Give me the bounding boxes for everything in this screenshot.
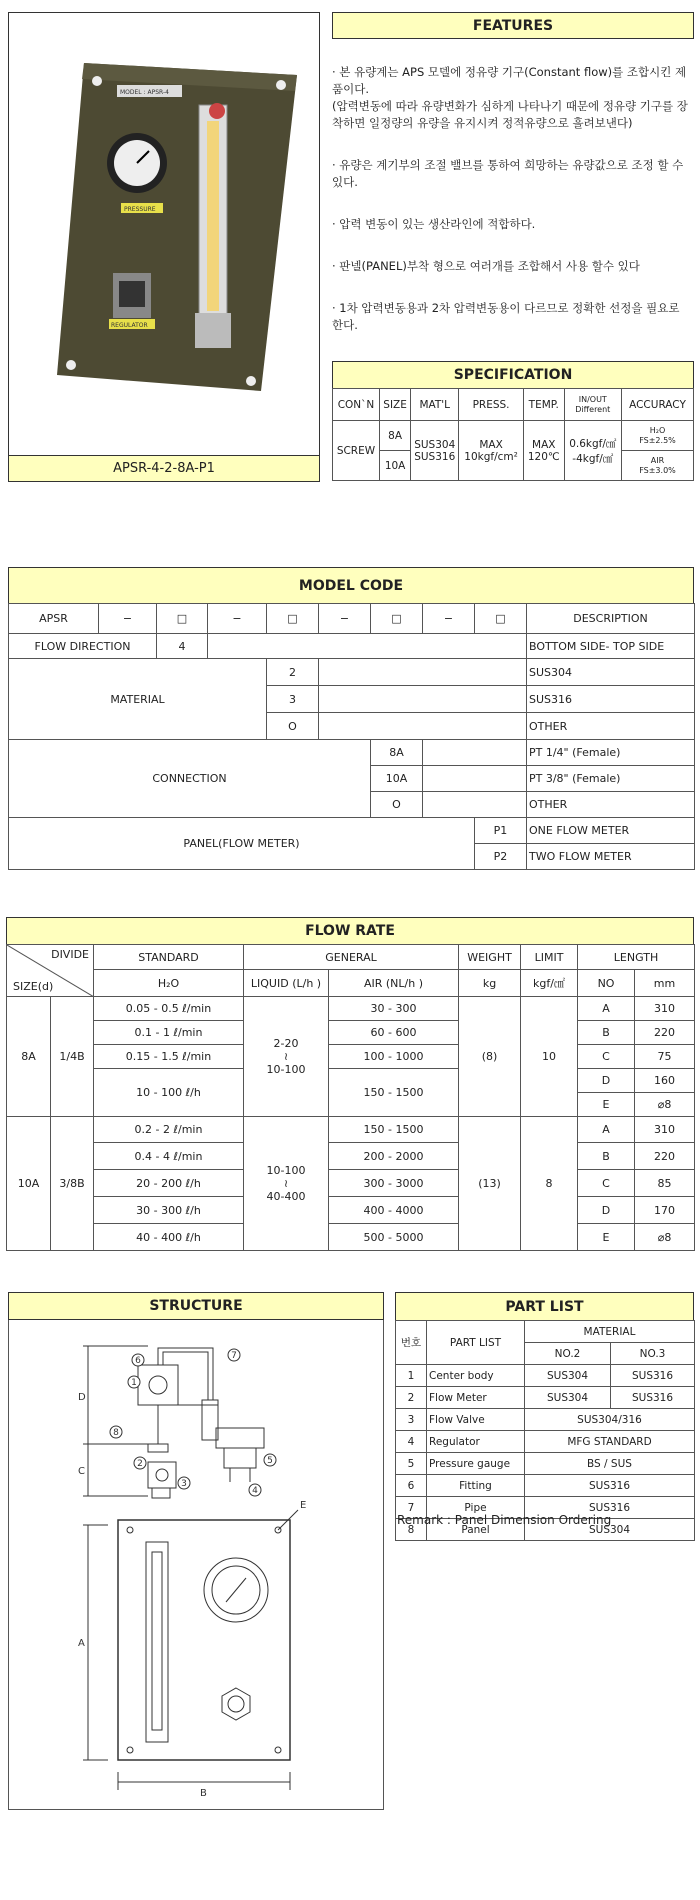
len-no: D bbox=[578, 1197, 635, 1224]
part-mat: SUS316 bbox=[611, 1387, 695, 1409]
length-head: LENGTH bbox=[578, 945, 695, 970]
size-10a: 10A bbox=[7, 1117, 51, 1251]
kgf-head: kgf/㎠ bbox=[521, 970, 578, 997]
limit-head: LIMIT bbox=[521, 945, 578, 970]
h2o-head: H₂O bbox=[94, 970, 244, 997]
dim-d-label: D bbox=[78, 1392, 86, 1403]
structure-header: STRUCTURE bbox=[8, 1292, 384, 1320]
spec-head-acc: ACCURACY bbox=[621, 389, 693, 421]
panel-desc: TWO FLOW METER bbox=[527, 844, 695, 870]
spec-mat-316: SUS316 bbox=[414, 450, 456, 463]
connection-code: O bbox=[371, 792, 423, 818]
liquid-10a-sep: ≀ bbox=[283, 1177, 289, 1190]
len-mm: 75 bbox=[635, 1045, 695, 1069]
feature-item: · 압력 변동이 있는 생산라인에 적합하다. bbox=[332, 217, 536, 231]
connection-code: 10A bbox=[371, 766, 423, 792]
std-cell: 30 - 300 ℓ/h bbox=[94, 1197, 244, 1224]
spec-diff-2: -4kgf/㎠ bbox=[572, 452, 614, 465]
len-mm: 160 bbox=[635, 1069, 695, 1093]
panel-label: PANEL(FLOW METER) bbox=[9, 818, 475, 870]
part-name: Fitting bbox=[427, 1475, 525, 1497]
air-cell: 500 - 5000 bbox=[329, 1224, 459, 1251]
flow-rate-header: FLOW RATE bbox=[6, 917, 694, 944]
part-no: 2 bbox=[396, 1387, 427, 1409]
part-list-header: PART LIST bbox=[395, 1292, 694, 1320]
part-mat: SUS304/316 bbox=[525, 1409, 695, 1431]
connection-desc: OTHER bbox=[527, 792, 695, 818]
spec-size-8a: 8A bbox=[379, 421, 410, 451]
liquid-head: LIQUID (L/h ) bbox=[244, 970, 329, 997]
feature-item: · 본 유량계는 APS 모델에 정유량 기구(Constant flow)를 조합시킨 제품이다. (압력변동에 따라 유량변화가 심하게 나타나기 때문에 정유량 기구를 장착하면 일정량의 유량을 유지시켜 정적유량으로 흘려보낸다) bbox=[332, 65, 688, 130]
len-mm: 85 bbox=[635, 1170, 695, 1197]
part-name: Regulator bbox=[427, 1431, 525, 1453]
model-code-table bbox=[8, 603, 695, 870]
len-mm: 220 bbox=[635, 1143, 695, 1170]
callout-5: 5 bbox=[267, 1456, 273, 1466]
material-desc: OTHER bbox=[527, 713, 695, 740]
part-name: Center body bbox=[427, 1365, 525, 1387]
len-mm: ⌀8 bbox=[635, 1093, 695, 1117]
material-code: O bbox=[267, 713, 319, 740]
dim-a-label: A bbox=[78, 1638, 85, 1649]
model-tag-label: MODEL : APSR-4 bbox=[120, 89, 169, 96]
std-cell: 0.2 - 2 ℓ/min bbox=[94, 1117, 244, 1143]
air-cell: 200 - 2000 bbox=[329, 1143, 459, 1170]
material-code: 3 bbox=[267, 686, 319, 713]
len-no: B bbox=[578, 1143, 635, 1170]
standard-head: STANDARD bbox=[94, 945, 244, 970]
spec-head-diff: IN/OUT Different bbox=[564, 389, 621, 421]
code-dash: − bbox=[208, 604, 267, 634]
code-description-head: DESCRIPTION bbox=[527, 604, 695, 634]
callout-3: 3 bbox=[181, 1479, 187, 1489]
len-no: B bbox=[578, 1021, 635, 1045]
code-prefix: APSR bbox=[9, 604, 99, 634]
spec-header: SPECIFICATION bbox=[332, 361, 694, 388]
air-head: AIR (NL/h ) bbox=[329, 970, 459, 997]
liquid-8a-sep: ≀ bbox=[283, 1050, 289, 1063]
code-box: □ bbox=[371, 604, 423, 634]
part-list-table bbox=[395, 1320, 695, 1541]
spec-conn: SCREW bbox=[333, 421, 380, 481]
part-mat: MFG STANDARD bbox=[525, 1431, 695, 1453]
material-label: MATERIAL bbox=[9, 659, 267, 740]
part-name: Flow Valve bbox=[427, 1409, 525, 1431]
spec-head-mat: MAT'L bbox=[411, 389, 459, 421]
feature-item: · 판넬(PANEL)부착 형으로 여러개를 조합해서 사용 할수 있다 bbox=[332, 259, 640, 273]
air-cell: 100 - 1000 bbox=[329, 1045, 459, 1069]
material-code: 2 bbox=[267, 659, 319, 686]
part-no: 7 bbox=[396, 1497, 427, 1519]
panel-desc: ONE FLOW METER bbox=[527, 818, 695, 844]
air-cell: 150 - 1500 bbox=[329, 1117, 459, 1143]
part-name-head: PART LIST bbox=[427, 1321, 525, 1365]
len-mm: 310 bbox=[635, 997, 695, 1021]
material-desc: SUS304 bbox=[527, 659, 695, 686]
feature-item: · 1차 압력변동용과 2차 압력변동용이 다르므로 정확한 선정을 필요로 한다. bbox=[332, 301, 680, 332]
limit-8a: 10 bbox=[521, 997, 578, 1117]
part-mat: SUS304 bbox=[525, 1519, 695, 1541]
regulator-tag-label: REGULATOR bbox=[111, 322, 148, 329]
feature-item: · 유량은 계기부의 조절 밸브를 통하여 희망하는 유량값으로 조정 할 수 있다. bbox=[332, 158, 684, 189]
general-head: GENERAL bbox=[244, 945, 459, 970]
callout-7: 7 bbox=[231, 1351, 237, 1361]
spec-head-temp: TEMP. bbox=[523, 389, 564, 421]
spec-head-press: PRESS. bbox=[459, 389, 524, 421]
part-no: 3 bbox=[396, 1409, 427, 1431]
dim-c-label: C bbox=[78, 1466, 85, 1477]
liquid-10a-max: 40-400 bbox=[266, 1190, 306, 1203]
connection-code: 8A bbox=[371, 740, 423, 766]
part-mat: SUS304 bbox=[525, 1365, 611, 1387]
len-no: D bbox=[578, 1069, 635, 1093]
code-box: □ bbox=[475, 604, 527, 634]
spec-acc-air-val: FS±3.0% bbox=[639, 465, 676, 475]
product-caption: APSR-4-2-8A-P1 bbox=[9, 455, 319, 481]
part-no: 6 bbox=[396, 1475, 427, 1497]
air-cell: 300 - 3000 bbox=[329, 1170, 459, 1197]
liquid-8a-max: 10-100 bbox=[266, 1063, 306, 1076]
part-name: Pipe bbox=[427, 1497, 525, 1519]
panel-code: P1 bbox=[475, 818, 527, 844]
callout-4: 4 bbox=[252, 1486, 258, 1496]
spec-mat-304: SUS304 bbox=[414, 438, 456, 451]
no3-head: NO.3 bbox=[611, 1343, 695, 1365]
len-no: C bbox=[578, 1045, 635, 1069]
callout-8: 8 bbox=[113, 1428, 119, 1438]
part-no: 4 bbox=[396, 1431, 427, 1453]
flow-direction-code: 4 bbox=[157, 634, 208, 659]
spec-acc-h2o-val: FS±2.5% bbox=[639, 435, 676, 445]
spec-table bbox=[332, 388, 694, 481]
dim-b-label: B bbox=[200, 1788, 207, 1799]
size-8a: 8A bbox=[7, 997, 51, 1117]
connection-desc: PT 1/4" (Female) bbox=[527, 740, 695, 766]
spec-temp-max: MAX bbox=[532, 438, 556, 451]
part-mat: SUS316 bbox=[525, 1497, 695, 1519]
spec-head-conn: CON`N bbox=[333, 389, 380, 421]
flow-direction-label: FLOW DIRECTION bbox=[9, 634, 157, 659]
spec-acc-air: AIR bbox=[650, 455, 665, 465]
air-cell: 150 - 1500 bbox=[329, 1069, 459, 1117]
no-head: NO bbox=[578, 970, 635, 997]
len-mm: 310 bbox=[635, 1117, 695, 1143]
len-mm: 170 bbox=[635, 1197, 695, 1224]
material-desc: SUS316 bbox=[527, 686, 695, 713]
liquid-10a-min: 10-100 bbox=[266, 1164, 306, 1177]
pipe-10a: 3/8B bbox=[51, 1117, 94, 1251]
len-mm: 220 bbox=[635, 1021, 695, 1045]
structure-drawing bbox=[8, 1320, 384, 1810]
kg-head: kg bbox=[459, 970, 521, 997]
air-cell: 400 - 4000 bbox=[329, 1197, 459, 1224]
material-head: MATERIAL bbox=[525, 1321, 695, 1343]
part-list-remark: Remark : Panel Dimension Ordering bbox=[397, 1513, 612, 1527]
panel-code: P2 bbox=[475, 844, 527, 870]
air-cell: 60 - 600 bbox=[329, 1021, 459, 1045]
part-name: Panel bbox=[427, 1519, 525, 1541]
std-cell: 40 - 400 ℓ/h bbox=[94, 1224, 244, 1251]
callout-2: 2 bbox=[137, 1459, 143, 1469]
mm-head: mm bbox=[635, 970, 695, 997]
pressure-tag-label: PRESSURE bbox=[124, 206, 156, 213]
len-no: A bbox=[578, 997, 635, 1021]
weight-head: WEIGHT bbox=[459, 945, 521, 970]
product-photo bbox=[9, 13, 319, 451]
part-name: Flow Meter bbox=[427, 1387, 525, 1409]
spec-head-size: SIZE bbox=[379, 389, 410, 421]
len-no: C bbox=[578, 1170, 635, 1197]
connection-label: CONNECTION bbox=[9, 740, 371, 818]
connection-desc: PT 3/8" (Female) bbox=[527, 766, 695, 792]
no2-head: NO.2 bbox=[525, 1343, 611, 1365]
std-cell: 0.05 - 0.5 ℓ/min bbox=[94, 997, 244, 1021]
spec-temp-val: 120℃ bbox=[527, 450, 560, 463]
len-no: E bbox=[578, 1224, 635, 1251]
len-no: E bbox=[578, 1093, 635, 1117]
weight-8a: (8) bbox=[459, 997, 521, 1117]
callout-6: 6 bbox=[135, 1356, 141, 1366]
std-cell: 0.4 - 4 ℓ/min bbox=[94, 1143, 244, 1170]
spec-diff-1: 0.6kgf/㎠ bbox=[569, 437, 617, 450]
features-list bbox=[332, 47, 694, 351]
spec-acc-h2o: H₂O bbox=[649, 425, 666, 435]
part-name: Pressure gauge bbox=[427, 1453, 525, 1475]
dim-e-label: E bbox=[300, 1500, 307, 1511]
std-cell: 10 - 100 ℓ/h bbox=[94, 1069, 244, 1117]
code-box: □ bbox=[267, 604, 319, 634]
code-dash: − bbox=[99, 604, 157, 634]
code-box: □ bbox=[157, 604, 208, 634]
model-code-header: MODEL CODE bbox=[8, 567, 694, 603]
size-label: SIZE(d) bbox=[13, 980, 54, 993]
part-mat: BS / SUS bbox=[525, 1453, 695, 1475]
part-no: 8 bbox=[396, 1519, 427, 1541]
limit-10a: 8 bbox=[521, 1117, 578, 1251]
weight-10a: (13) bbox=[459, 1117, 521, 1251]
len-mm: ⌀8 bbox=[635, 1224, 695, 1251]
std-cell: 0.1 - 1 ℓ/min bbox=[94, 1021, 244, 1045]
std-cell: 0.15 - 1.5 ℓ/min bbox=[94, 1045, 244, 1069]
std-cell: 20 - 200 ℓ/h bbox=[94, 1170, 244, 1197]
pipe-8a: 1/4B bbox=[51, 997, 94, 1117]
part-mat: SUS316 bbox=[525, 1475, 695, 1497]
part-mat: SUS304 bbox=[525, 1387, 611, 1409]
flow-direction-desc: BOTTOM SIDE- TOP SIDE bbox=[527, 634, 695, 659]
air-cell: 30 - 300 bbox=[329, 997, 459, 1021]
features-header: FEATURES bbox=[332, 12, 694, 39]
part-no: 1 bbox=[396, 1365, 427, 1387]
flow-rate-table bbox=[6, 944, 695, 1251]
len-no: A bbox=[578, 1117, 635, 1143]
code-dash: − bbox=[423, 604, 475, 634]
divide-label: DIVIDE bbox=[51, 948, 89, 961]
liquid-8a-min: 2-20 bbox=[273, 1037, 299, 1050]
spec-press-max: MAX bbox=[479, 438, 503, 451]
code-dash: − bbox=[319, 604, 371, 634]
spec-press-val: 10kgf/cm² bbox=[464, 450, 518, 463]
part-mat: SUS316 bbox=[611, 1365, 695, 1387]
callout-1: 1 bbox=[131, 1378, 137, 1388]
part-no-head: 번호 bbox=[396, 1321, 427, 1365]
part-no: 5 bbox=[396, 1453, 427, 1475]
spec-size-10a: 10A bbox=[379, 451, 410, 481]
